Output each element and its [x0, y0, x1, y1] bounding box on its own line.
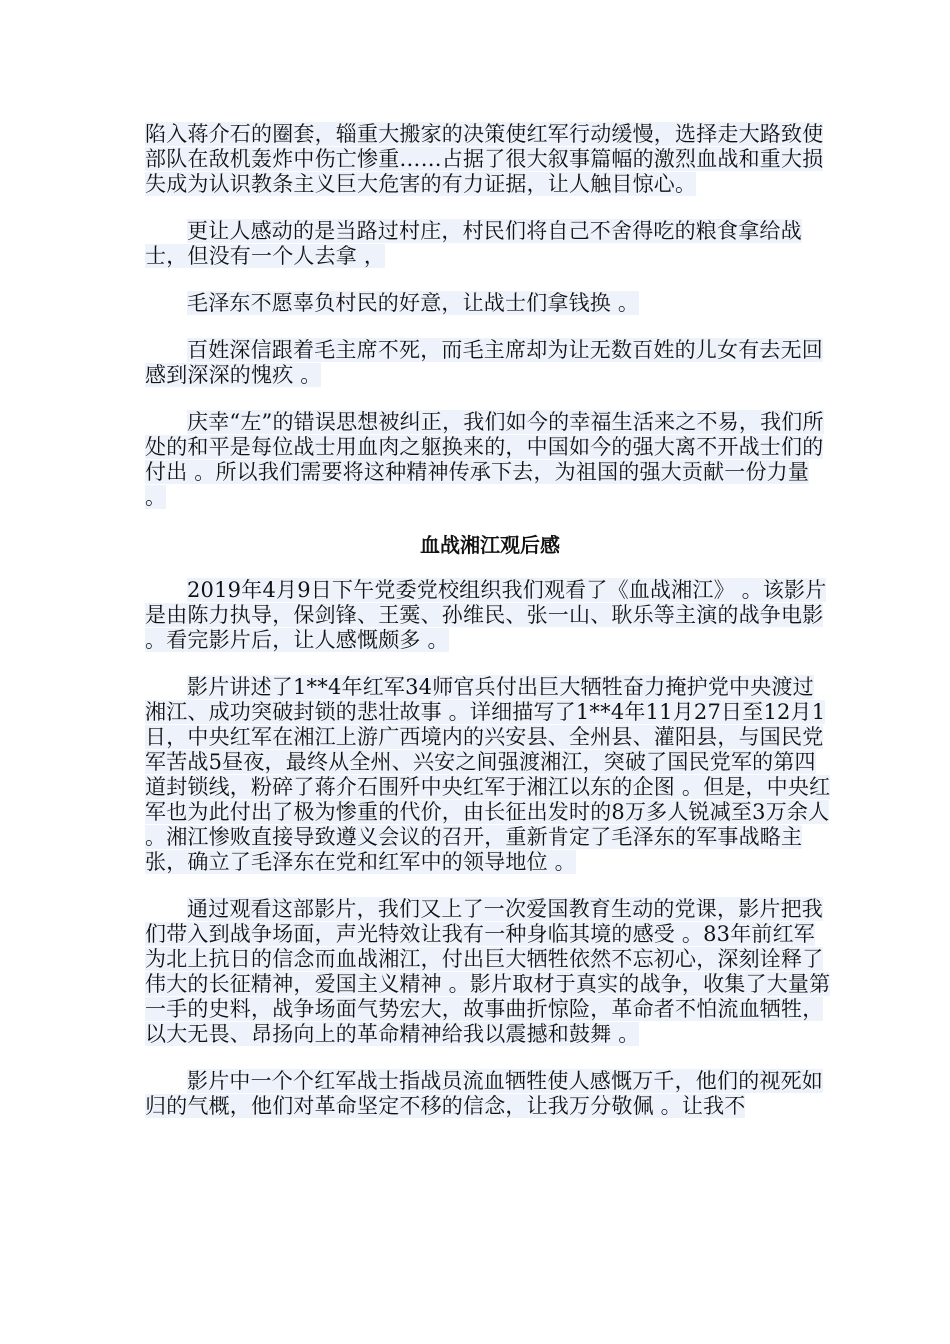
paragraph-text: 影片讲述了1**4年红军34师官兵付出巨大牺牲奋力掩护党中央渡过湘江、成功突破封锁的悲壮故事 。详细描写了1**4年11月27日至12月1日，中央红军在湘江上游广西境内的兴安县、全州县、灌阳县，与国民党军苦战5昼夜，最终从全州、兴安之间强渡湘江，突破了国民党军的第四道封锁线，粉碎了蒋介石围歼中央红军于湘江以东的企图 。但是，中央红军也为此付出了极为惨重的代价，由长征出发时的8万多人锐减至3万余人 。湘江惨败直接导致遵义会议的召开，重新肯定了毛泽东的军事战略主张，确立了毛泽东在党和红军中的领导地位 。 [145, 675, 831, 874]
paragraph-villagers-food [145, 219, 835, 269]
paragraph-text: 毛泽东不愿辜负村民的好意，让战士们拿钱换 。 [187, 291, 640, 315]
paragraph-patriotic-lesson [145, 897, 835, 1047]
paragraph-film-story [145, 675, 835, 875]
paragraph-mao-exchange [145, 291, 835, 316]
paragraph-text: 陷入蒋介石的圈套，辎重大搬家的决策使红军行动缓慢，选择走大路致使部队在敌机轰炸中伤亡惨重……占据了很大叙事篇幅的激烈血战和重大损失成为认识教条主义巨大危害的有力证据，让人触目惊心。 [145, 122, 824, 196]
paragraph-soldiers-sacrifice [145, 1069, 835, 1119]
paragraph-conclusion [145, 410, 835, 510]
paragraph-intro [145, 578, 835, 653]
paragraph-text: 更让人感动的是当路过村庄，村民们将自己不舍得吃的粮食拿给战士，但没有一个人去拿 ， [145, 219, 802, 268]
paragraph-text: 影片中一个个红军战士指战员流血牺牲使人感慨万千，他们的视死如归的气概，他们对革命坚定不移的信念，让我万分敬佩 。让我不 [145, 1069, 823, 1118]
paragraph-text: 通过观看这部影片，我们又上了一次爱国教育生动的党课，影片把我们带入到战争场面，声光特效让我有一种身临其境的感受 。83年前红军为北上抗日的信念而血战湘江，付出巨大牺牲依然不忘初心，深刻诠释了伟大的长征精神，爱国主义精神 。影片取材于真实的战争，收集了大量第一手的史料，战争场面气势宏大，故事曲折惊险，革命者不怕流血牺牲，以大无畏、昂扬向上的革命精神给我以震撼和鼓舞 。 [145, 897, 831, 1046]
paragraph-continuation [145, 122, 835, 197]
paragraph-text: 2019年4月9日下午党委党校组织我们观看了《血战湘江》 。该影片是由陈力执导，保剑锋、王霙、孙维民、张一山、耿乐等主演的战争电影 。看完影片后，让人感慨颇多 。 [145, 578, 827, 652]
section-title: 血战湘江观后感 [420, 533, 560, 557]
document-body [145, 122, 835, 1141]
paragraph-people-trust [145, 338, 835, 388]
paragraph-text: 庆幸“左”的错误思想被纠正，我们如今的幸福生活来之不易，我们所处的和平是每位战士用血肉之躯换来的，中国如今的强大离不开战士们的付出 。所以我们需要将这种精神传承下去，为祖国的强大贡献一份力量 。 [145, 410, 824, 509]
paragraph-text: 百姓深信跟着毛主席不死，而毛主席却为让无数百姓的儿女有去无回感到深深的愧疚 。 [145, 338, 823, 387]
